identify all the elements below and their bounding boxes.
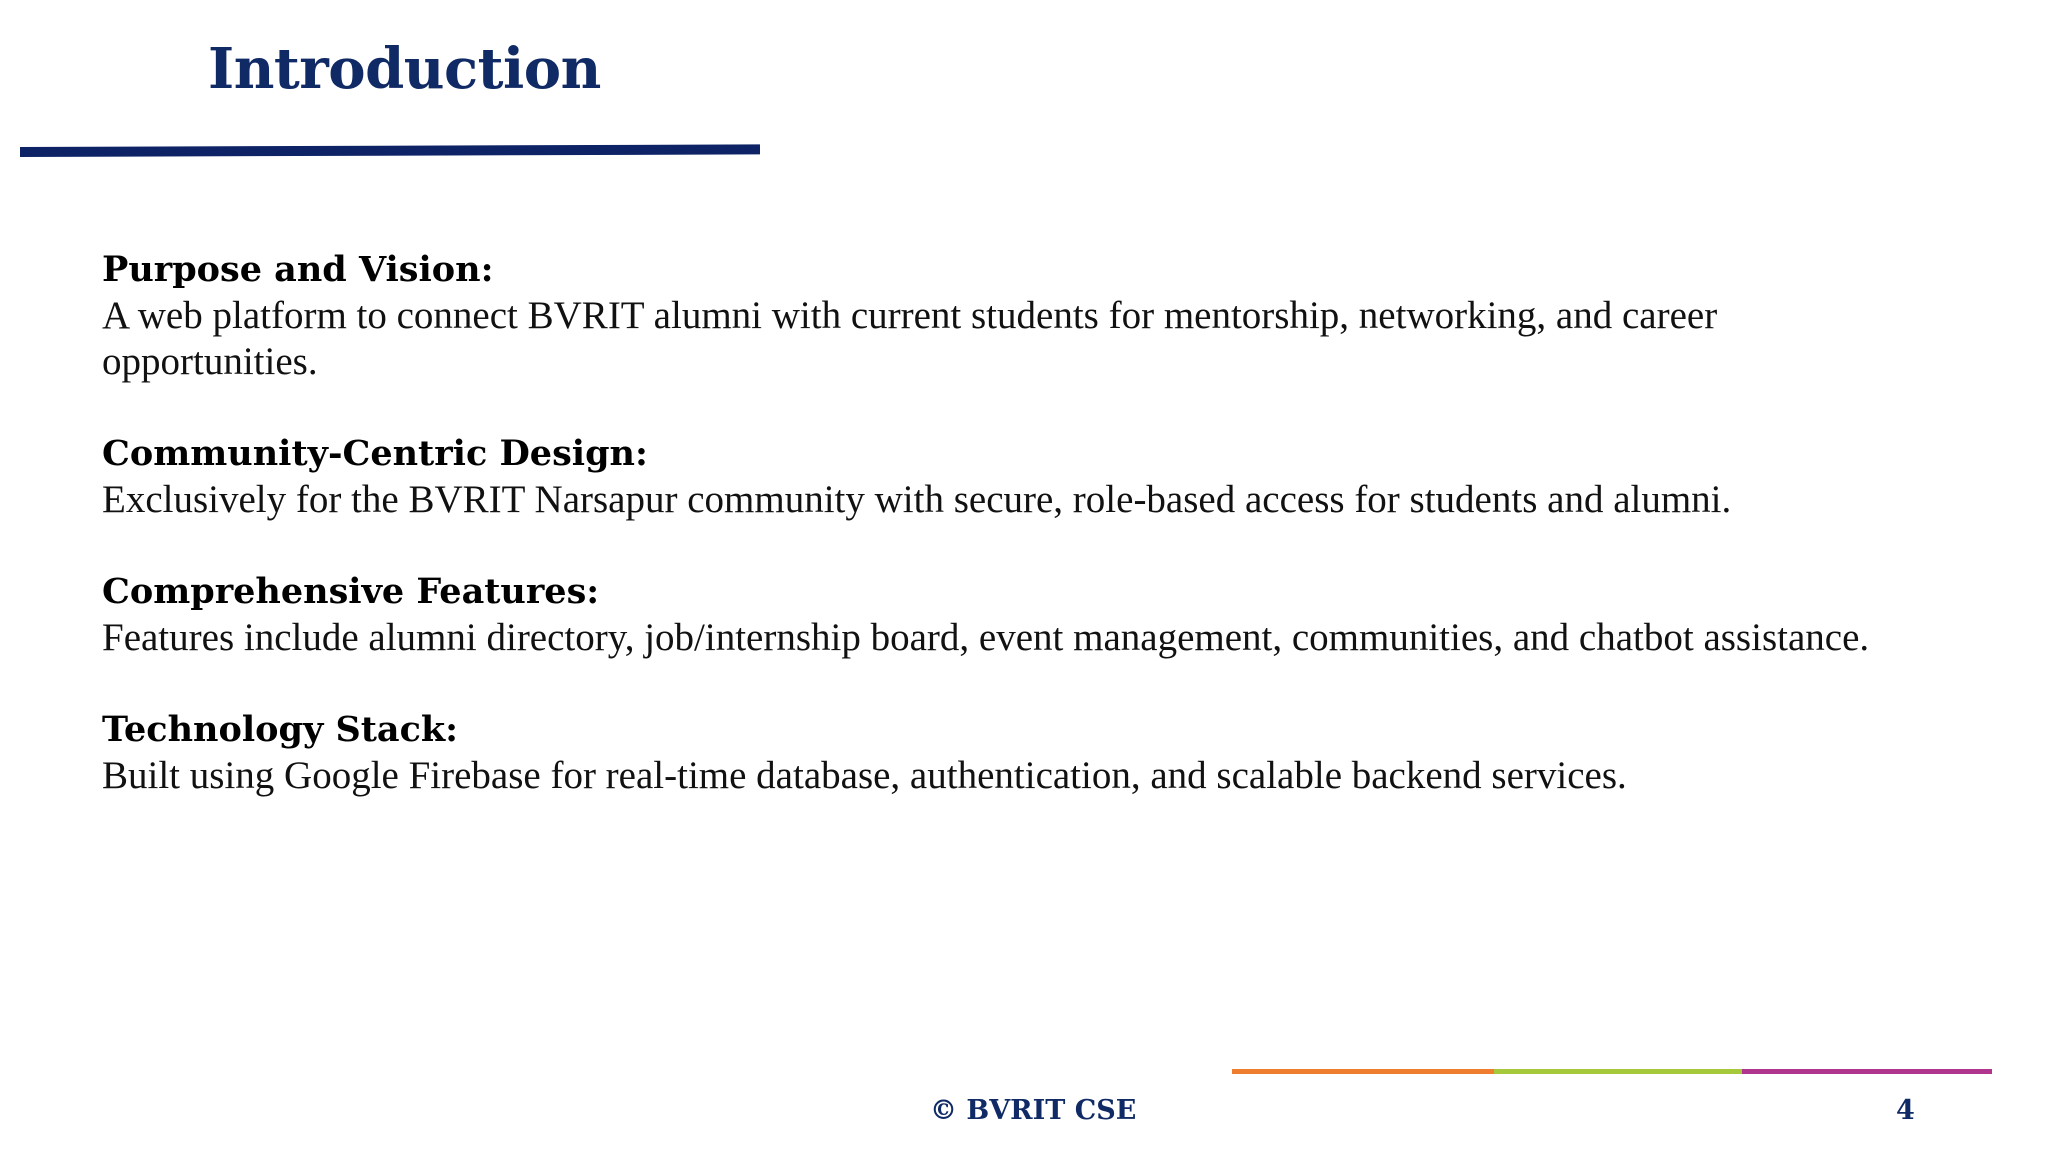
section-technology [102,707,1922,799]
section-body: Exclusively for the BVRIT Narsapur community with secure, role-based access for students and alumni. [102,478,1732,521]
accent-line-orange [1232,1069,1494,1074]
section-body: Features include alumni directory, job/internship board, event management, communities, and chatbot assistance. [102,616,1870,659]
section-body: Built using Google Firebase for real-time database, authentication, and scalable backend services. [102,754,1627,797]
title-underline [20,144,760,157]
footer-accent-lines [1232,1069,1992,1074]
footer-copyright: © BVRIT CSE [930,1095,1137,1126]
section-heading: Technology Stack: [102,709,459,750]
section-heading: Purpose and Vision: [102,249,494,290]
section-heading: Community-Centric Design: [102,433,648,474]
accent-line-green [1494,1069,1742,1074]
section-features [102,569,1922,661]
section-community [102,431,1922,523]
section-body: A web platform to connect BVRIT alumni with current students for mentorship, networking, and career opportunities. [102,294,1718,383]
slide-content [102,247,1922,845]
section-heading: Comprehensive Features: [102,571,600,612]
page-number: 4 [1896,1095,1915,1126]
section-purpose [102,247,1922,385]
slide-title: Introduction [208,36,601,102]
accent-line-magenta [1742,1069,1992,1074]
